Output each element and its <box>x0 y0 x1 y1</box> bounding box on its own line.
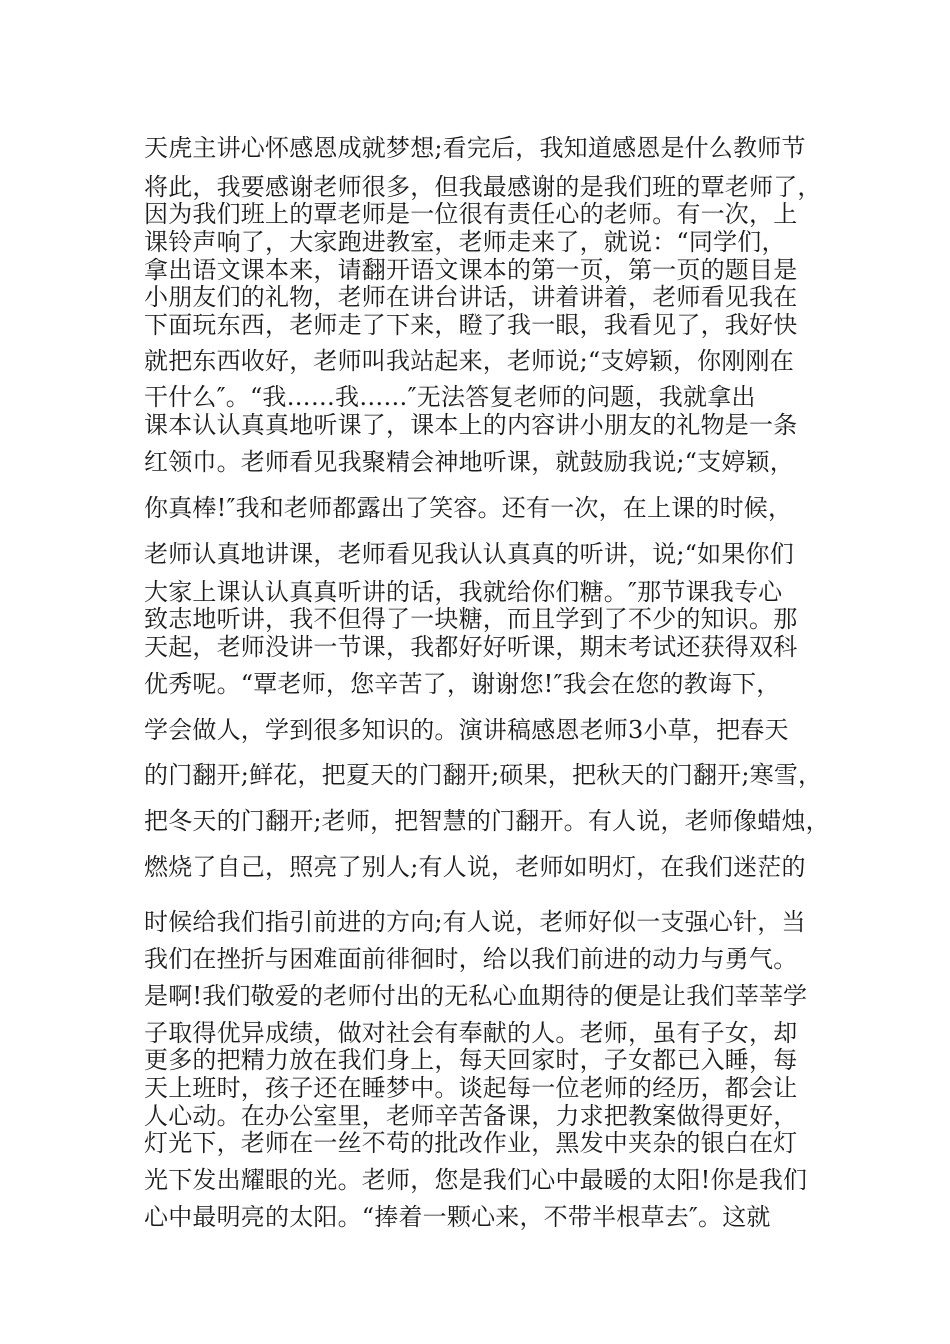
text-line: 你真棒!″我和老师都露出了笑容。还有一次，在上课的时候， <box>144 494 793 522</box>
text-line: 优秀呢。“覃老师，您辛苦了，谢谢您!″我会在您的教诲下， <box>144 670 781 698</box>
text-line: 子取得优异成绩，做对社会有奉献的人。老师，虽有子女，却 <box>144 1019 798 1047</box>
text-line: 光下发出耀眼的光。老师，您是我们心中最暖的太阳!你是我们 <box>144 1166 808 1194</box>
text-line: 干什么″。“我……我……″无法答复老师的问题，我就拿出 <box>144 383 756 411</box>
text-line: 我们在挫折与困难面前徘徊时，给以我们前进的动力与勇气。 <box>144 945 798 973</box>
text-line: 心中最明亮的太阳。“捧着一颗心来，不带半根草去″。这就 <box>144 1203 771 1231</box>
text-line: 天起，老师没讲一节课，我都好好听课，期末考试还获得双科 <box>144 633 798 661</box>
text-line: 老师认真地讲课，老师看见我认认真真的听讲，说;“如果你们 <box>144 540 794 568</box>
text-line: 小朋友们的礼物，老师在讲台讲话，讲着讲着，老师看见我在 <box>144 283 798 311</box>
text-line: 课铃声响了，大家跑进教室，老师走来了，就说：“同学们， <box>144 228 786 256</box>
text-line: 红领巾。老师看见我聚精会神地听课，就鼓励我说;“支婷颖， <box>144 448 794 476</box>
text-line: 人心动。在办公室里，老师辛苦备课，力求把教案做得更好， <box>144 1102 798 1130</box>
text-line: 天虎主讲心怀感恩成就梦想;看完后，我知道感恩是什么教师节 <box>144 134 806 162</box>
text-line: 是啊!我们敬爱的老师付出的无私心血期待的便是让我们莘莘学 <box>144 982 808 1010</box>
text-line: 下面玩东西，老师走了下来，瞪了我一眼，我看见了，我好快 <box>144 311 798 339</box>
text-line: 因为我们班上的覃老师是一位很有责任心的老师。有一次，上 <box>144 200 798 228</box>
text-line: 致志地听讲，我不但得了一块糖，而且学到了不少的知识。那 <box>144 605 798 633</box>
text-line: 拿出语文课本来，请翻开语文课本的第一页，第一页的题目是 <box>144 256 798 284</box>
text-line: 时候给我们指引前进的方向;有人说，老师好似一支强心针，当 <box>144 908 806 936</box>
text-line: 天上班时，孩子还在睡梦中。谈起每一位老师的经历，都会让 <box>144 1074 798 1102</box>
text-line: 大家上课认认真真听讲的话，我就给你们糖。″那节课我专心 <box>144 578 783 606</box>
text-line: 更多的把精力放在我们身上，每天回家时，子女都已入睡，每 <box>144 1046 798 1074</box>
text-line: 燃烧了自己，照亮了别人;有人说，老师如明灯，在我们迷茫的 <box>144 853 806 881</box>
text-line: 的门翻开;鲜花，把夏天的门翻开;硕果，把秋天的门翻开;寒雪， <box>144 761 823 789</box>
text-line: 就把东西收好，老师叫我站起来，老师说;“支婷颖，你刚刚在 <box>144 347 794 375</box>
text-line: 将此，我要感谢老师很多，但我最感谢的是我们班的覃老师了， <box>144 173 822 201</box>
text-line: 学会做人，学到很多知识的。演讲稿感恩老师3小草，把春天 <box>144 716 789 744</box>
text-line: 把冬天的门翻开;老师，把智慧的门翻开。有人说，老师像蜡烛， <box>144 807 830 835</box>
text-line: 灯光下，老师在一丝不苟的批改作业，黑发中夹杂的银白在灯 <box>144 1129 798 1157</box>
text-line: 课本认认真真地听课了，课本上的内容讲小朋友的礼物是一条 <box>144 411 798 439</box>
